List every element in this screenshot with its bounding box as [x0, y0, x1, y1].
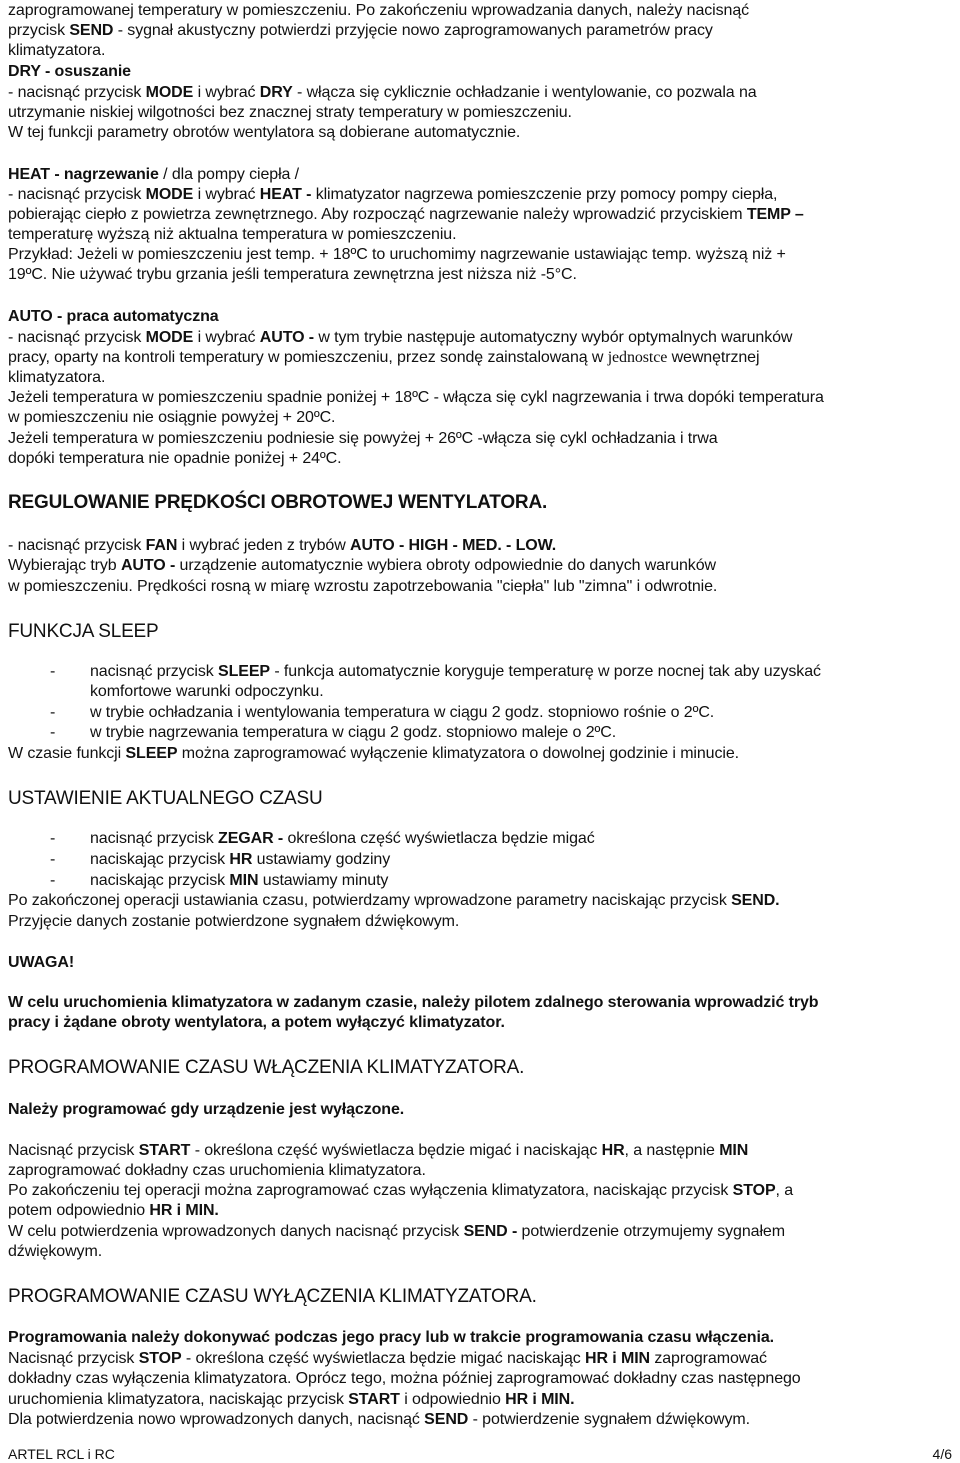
text-line: uruchomienia klimatyzatora, naciskając przycisk START i odpowiednio HR i MIN.	[8, 1391, 575, 1408]
section-title-auto: AUTO - praca automatyczna	[8, 308, 219, 325]
footer-model: ARTEL RCL i RC	[8, 1446, 115, 1462]
heading-timer-off: PROGRAMOWANIE CZASU WYŁĄCZENIA KLIMATYZATORA.	[8, 1286, 537, 1307]
text-line: w pomieszczeniu nie osiągnie powyżej + 20ºC.	[8, 409, 336, 426]
text-line: - nacisnąć przycisk FAN i wybrać jeden z trybów AUTO - HIGH - MED. - LOW.	[8, 537, 557, 554]
section-title-heat: HEAT - nagrzewanie / dla pompy ciepła /	[8, 166, 300, 183]
section-title-dry: DRY - osuszanie	[8, 63, 131, 80]
text-line: przycisk SEND - sygnał akustyczny potwierdzi przyjęcie nowo zaprogramowanych parametrów pracy	[8, 22, 713, 39]
text-line: Nacisnąć przycisk STOP - określona część wyświetlacza będzie migać naciskając HR i MIN zaprogramować	[8, 1350, 767, 1367]
text-line: potem odpowiednio HR i MIN.	[8, 1202, 219, 1219]
text-line: w pomieszczeniu. Prędkości rosną w miarę wzrostu zapotrzebowania "ciepła" lub "zimna" i odwrotnie.	[8, 578, 718, 595]
text-line: W celu potwierdzenia wprowadzonych danych nacisnąć przycisk SEND - potwierdzenie otrzymujemy sygnałem	[8, 1223, 785, 1240]
text-line: - nacisnąć przycisk MODE i wybrać AUTO - w tym trybie następuje automatyczny wybór optymalnych warunków	[8, 329, 793, 346]
warning-text: pracy i żądane obroty wentylatora, a potem wyłączyć klimatyzator.	[8, 1014, 505, 1031]
text-line: zaprogramować dokładny czas uruchomienia klimatyzatora.	[8, 1162, 426, 1179]
text-line: Po zakończonej operacji ustawiania czasu, potwierdzamy wprowadzone parametry naciskając przycisk SEND.	[8, 892, 780, 909]
text-line: Dla potwierdzenia nowo wprowadzonych danych, nacisnąć SEND - potwierdzenie sygnałem dźwiękowym.	[8, 1411, 750, 1428]
text-line: temperaturę wyższą niż aktualna temperatura w pomieszczeniu.	[8, 226, 457, 243]
text-line: Nacisnąć przycisk START - określona część wyświetlacza będzie migać i naciskając HR, a następnie MIN	[8, 1142, 749, 1159]
text-line: - nacisnąć przycisk MODE i wybrać DRY - włącza się cyklicznie ochładzanie i wentylowanie, co pozwala na	[8, 84, 757, 101]
heading-sleep: FUNKCJA SLEEP	[8, 621, 159, 642]
heading-timer-on: PROGRAMOWANIE CZASU WŁĄCZENIA KLIMATYZATORA.	[8, 1057, 525, 1078]
text-line: Przykład: Jeżeli w pomieszczeniu jest temp. + 18ºC to uruchomimy nagrzewanie ustawiając temp. wyższą niż +	[8, 246, 786, 263]
warning-text: W celu uruchomienia klimatyzatora w zadanym czasie, należy pilotem zdalnego sterowania wprowadzić tryb	[8, 994, 819, 1011]
text-line: zaprogramowanej temperatury w pomieszczeniu. Po zakończeniu wprowadzania danych, należy nacisnąć	[8, 2, 750, 19]
text-line: W tej funkcji parametry obrotów wentylatora są dobierane automatycznie.	[8, 124, 521, 141]
text-line: W czasie funkcji SLEEP można zaprogramować wyłączenie klimatyzatora o dowolnej godzinie i minucie.	[8, 745, 739, 762]
text-line: klimatyzatora.	[8, 369, 106, 386]
text-line: - nacisnąć przycisk MODE i wybrać HEAT - klimatyzator nagrzewa pomieszczenie przy pomocy pompy ciepła,	[8, 186, 778, 203]
text-line: Przyjęcie danych zostanie potwierdzone sygnałem dźwiękowym.	[8, 913, 460, 930]
heading-clock: USTAWIENIE AKTUALNEGO CZASU	[8, 788, 323, 809]
text-line: 19ºC. Nie używać trybu grzania jeśli temperatura zewnętrzna jest niższa niż -5°C.	[8, 266, 577, 283]
text-line: klimatyzatora.	[8, 42, 106, 59]
text-line: Wybierając tryb AUTO - urządzenie automatycznie wybiera obroty odpowiednie do danych warunków	[8, 557, 716, 574]
warning-title: UWAGA!	[8, 954, 75, 971]
note-text: Należy programować gdy urządzenie jest wyłączone.	[8, 1101, 405, 1118]
text-line: dźwiękowym.	[8, 1243, 103, 1260]
text-line: Po zakończeniu tej operacji można zaprogramować czas wyłączenia klimatyzatora, naciskając przycisk STOP, a	[8, 1182, 794, 1199]
note-text: Programowania należy dokonywać podczas jego pracy lub w trakcie programowania czasu włączenia.	[8, 1329, 774, 1346]
text-line: Jeżeli temperatura w pomieszczeniu podniesie się powyżej + 26ºC -włącza się cykl ochładzania i trwa	[8, 430, 718, 447]
text-line: pracy, oparty na kontroli temperatury w pomieszczeniu, przez sondę zainstalowaną w jednostce wewnętrznej	[8, 349, 760, 366]
text-line: pobierając ciepło z powietrza zewnętrznego. Aby rozpocząć nagrzewanie należy wprowadzić przyciskiem TEMP –	[8, 206, 804, 223]
text-line: Jeżeli temperatura w pomieszczeniu spadnie poniżej + 18ºC - włącza się cykl nagrzewania i trwa dopóki temperatura	[8, 389, 824, 406]
text-line: dopóki temperatura nie opadnie poniżej + 24ºC.	[8, 450, 342, 467]
heading-fan-speed: REGULOWANIE PRĘDKOŚCI OBROTOWEJ WENTYLATORA.	[8, 492, 548, 513]
page-number: 4/6	[932, 1446, 952, 1462]
text-line: dokładny czas wyłączenia klimatyzatora. Oprócz tego, można później zaprogramować dokładny czas następnego	[8, 1370, 801, 1387]
text-line: utrzymanie niskiej wilgotności bez znacznej straty temperatury w pomieszczeniu.	[8, 104, 572, 121]
